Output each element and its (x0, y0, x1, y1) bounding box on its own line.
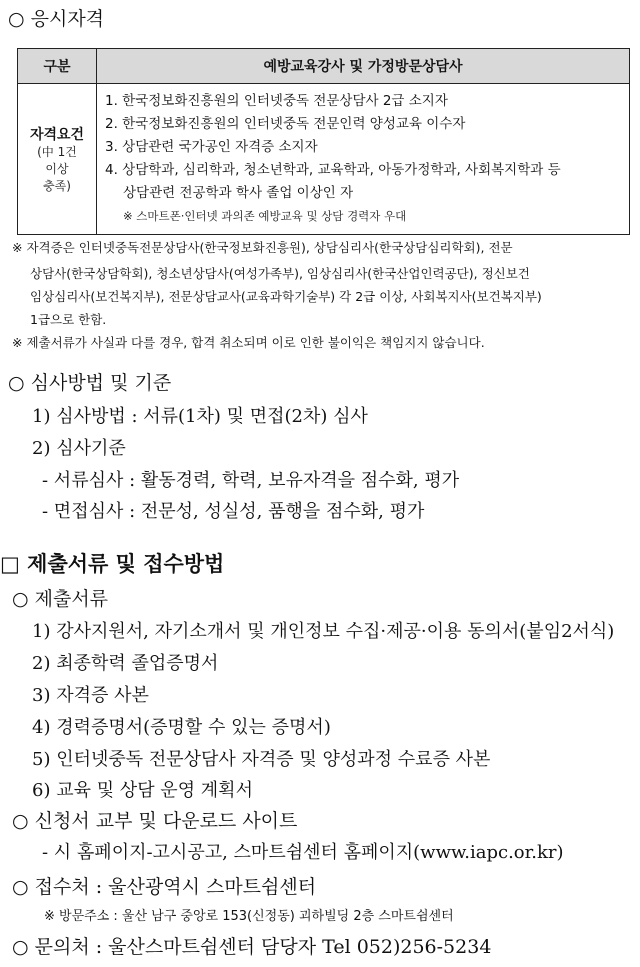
screening-method: 1) 심사방법 : 서류(1차) 및 면접(2차) 심사 (32, 406, 368, 427)
submission-docs-title: ○ 제출서류 (12, 588, 109, 610)
submission-doc-item: 3) 자격증 사본 (32, 685, 149, 706)
section-submission-title: □ 제출서류 및 접수방법 (0, 552, 225, 576)
requirement-item: 2. 한국정보화진흥원의 인터넷중독 전문인력 양성교육 이수자 (105, 116, 466, 132)
screening-document-review: - 서류심사 : 활동경력, 학력, 보유자격을 점수화, 평가 (42, 470, 460, 491)
submission-doc-item: 6) 교육 및 상담 운영 계획서 (32, 780, 253, 801)
disclaimer-note: ※ 제출서류가 사실과 다를 경우, 합격 취소되며 이로 인한 불이익은 책임지지 않습니다. (12, 335, 485, 350)
requirement-item: 3. 상담관련 국가공인 자격증 소지자 (105, 139, 318, 155)
requirement-item: 상담관련 전공학과 학사 졸업 이상인 자 (123, 185, 354, 201)
cert-note-line3: 임상심리사(보건복지부), 전문상담교사(교육과학기술부) 각 2급 이상, 사회복지사(보건복지부) (30, 289, 542, 304)
download-site-line: - 시 홈페이지-고시공고, 스마트쉼센터 홈페이지(www.iapc.or.kr) (42, 842, 564, 863)
table-header-role: 예방교육강사 및 가정방문상담사 (97, 49, 630, 84)
requirement-item: 4. 상담학과, 심리학과, 청소년학과, 교육학과, 아동가정학과, 사회복지학과 등 (105, 162, 561, 178)
requirement-sub1: (中 1건 (37, 144, 77, 159)
cert-note-line1: ※ 자격증은 인터넷중독전문상담사(한국정보화진흥원), 상담심리사(한국상담심리학회), 전문 (12, 240, 513, 255)
submission-doc-item: 2) 최종학력 졸업증명서 (32, 653, 219, 674)
requirement-label: 자격요건 (29, 126, 85, 143)
contact-line: ○ 문의처 : 울산스마트쉼센터 담당자 Tel 052)256-5234 (12, 936, 492, 958)
submission-doc-item: 1) 강사지원서, 자기소개서 및 개인정보 수집·제공·이용 동의서(붙임2서식) (32, 621, 615, 642)
cert-note-line2: 상담사(한국상담학회), 청소년상담사(여성가족부), 임상심리사(한국산업인력공단), 정신보건 (30, 266, 530, 281)
section-eligibility-title: ○ 응시자격 (8, 8, 105, 30)
table-header-category: 구분 (18, 49, 97, 84)
download-site-title: ○ 신청서 교부 및 다운로드 사이트 (12, 810, 298, 832)
requirement-list (97, 84, 630, 235)
requirement-sub2: 이상 (45, 161, 69, 176)
section-screening-title: ○ 심사방법 및 기준 (8, 372, 172, 394)
requirement-sub3: 충족) (43, 178, 71, 193)
screening-criteria: 2) 심사기준 (32, 438, 126, 459)
reception-title: ○ 접수처 : 울산광역시 스마트쉼센터 (12, 876, 317, 898)
visit-address: ※ 방문주소 : 울산 남구 중앙로 153(신정동) 괴하빌딩 2층 스마트쉼센터 (44, 909, 454, 924)
cert-note-line4: 1급으로 한함. (30, 312, 107, 327)
submission-doc-item: 5) 인터넷중독 전문상담사 자격증 및 양성과정 수료증 사본 (32, 749, 491, 770)
eligibility-table (17, 48, 630, 235)
requirement-label-cell (18, 84, 97, 235)
requirement-preference-note: ※ 스마트폰·인터넷 과의존 예방교육 및 상담 경력자 우대 (123, 209, 407, 223)
requirement-item: 1. 한국정보화진흥원의 인터넷중독 전문상담사 2급 소지자 (105, 93, 448, 109)
screening-interview: - 면접심사 : 전문성, 성실성, 품행을 점수화, 평가 (42, 501, 425, 522)
submission-doc-item: 4) 경력증명서(증명할 수 있는 증명서) (32, 717, 331, 738)
